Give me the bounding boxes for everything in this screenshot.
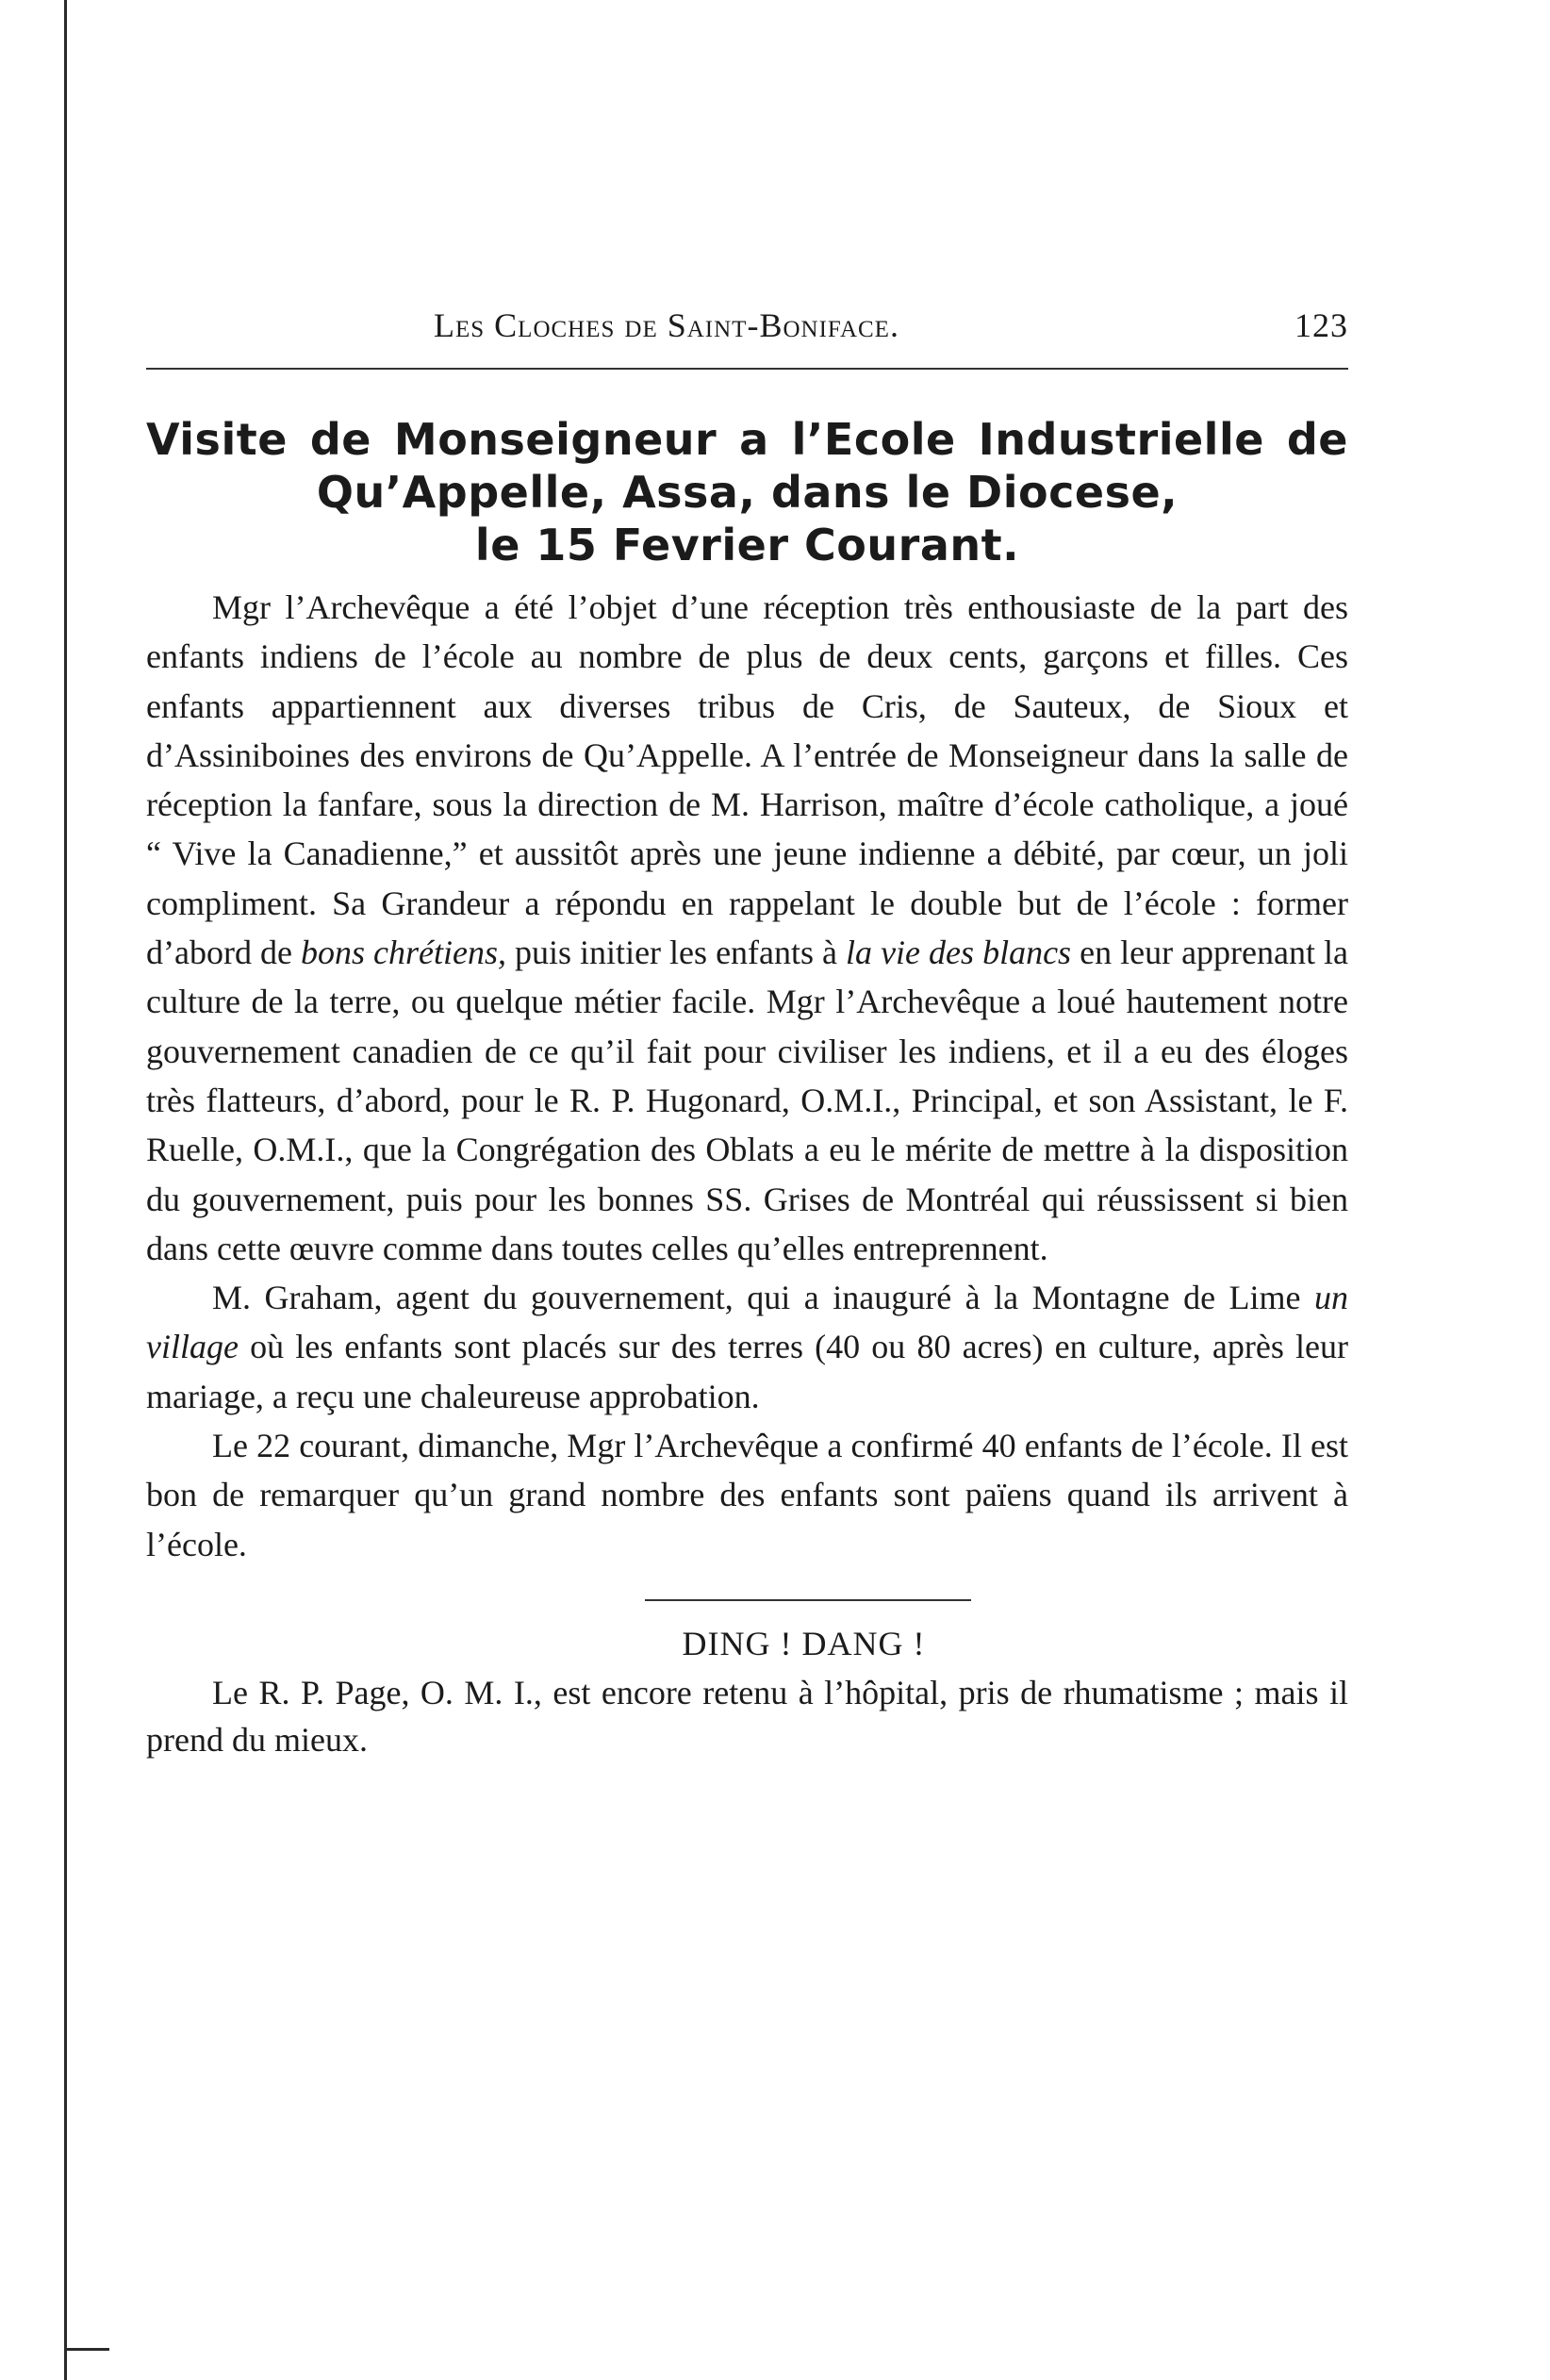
page-number: 123 <box>1294 306 1348 344</box>
italic-vie-des-blancs: la vie des blancs <box>846 934 1072 972</box>
article-title-line-1: Visite de Monseigneur a l’Ecole Industrielle de <box>146 414 1348 465</box>
article-paragraph-2: M. Graham, agent du gouvernement, qui a inauguré à la Montagne de Lime un village où les enfants sont placés sur des terres (40 ou 80 acres) en culture, après leur mariage, a reçu une chaleureuse approbation. <box>146 1279 1348 1415</box>
book-page <box>146 283 1348 1763</box>
running-head-title: Les Cloches de Saint-Boniface. <box>434 306 899 344</box>
section-heading: DING ! DANG ! <box>682 1624 926 1662</box>
article-title-line-2: Qu’Appelle, Assa, dans le Diocese, <box>316 467 1179 518</box>
binding-edge-line <box>64 0 67 2380</box>
article-paragraph-1: Mgr l’Archevêque a été l’objet d’une réception très enthousiaste de la part des enfants indiens de l’école au nombre de plus de deux cents, garçons et filles. Ces enfants appartiennent aux diverses tribus de Cris, de Sauteux, de Sioux et d’Assiniboines des environs de Qu’Appelle. A l’entrée de Monseigneur dans la salle de réception la fanfare, sous la direction de M. Harrison, maître d’école catholique, a joué “ Vive la Canadienne,” et aussitôt après une jeune indienne a débité, par cœur, un joli compliment. Sa Grandeur a répondu en rappelant le double but de l’école : former d’abord de bons chrétiens, puis initier les enfants à la vie des blancs en leur apprenant la culture de la terre, ou quelque métier facile. Mgr l’Archevêque a loué hautement notre gouvernement canadien de ce qu’il fait pour civiliser les indiens, et il a eu des éloges très flatteurs, d’abord, pour le R. P. Hugonard, O.M.I., Principal, et son Assistant, le F. Ruelle, O.M.I., que la Congrégation des Oblats a eu le mérite de mettre à la disposition du gouvernement, puis pour les bonnes SS. Grises de Montréal qui réussissent si bien dans cette œuvre comme dans toutes celles qu’elles entreprennent. <box>146 588 1349 1267</box>
section-divider <box>645 1599 971 1601</box>
running-head <box>146 283 1348 344</box>
article-title <box>146 413 1348 571</box>
italic-un-village: un village <box>146 1279 1348 1366</box>
section-paragraph: Le R. P. Page, O. M. I., est encore retenu à l’hôpital, pris de rhumatisme ; mais il prend du mieux. <box>146 1673 1348 1759</box>
header-rule <box>146 368 1348 370</box>
binding-edge-corner <box>64 2348 109 2351</box>
section-body <box>146 1669 1348 1763</box>
article-paragraph-3: Le 22 courant, dimanche, Mgr l’Archevêque a confirmé 40 enfants de l’école. Il est bon de remarquer qu’un grand nombre des enfants sont païens quand ils arrivent à l’école. <box>146 1427 1348 1563</box>
article-body <box>146 583 1348 1569</box>
italic-bons-chretiens: bons chrétiens, <box>301 934 506 972</box>
article-title-line-3: le 15 Fevrier Courant. <box>474 520 1020 570</box>
